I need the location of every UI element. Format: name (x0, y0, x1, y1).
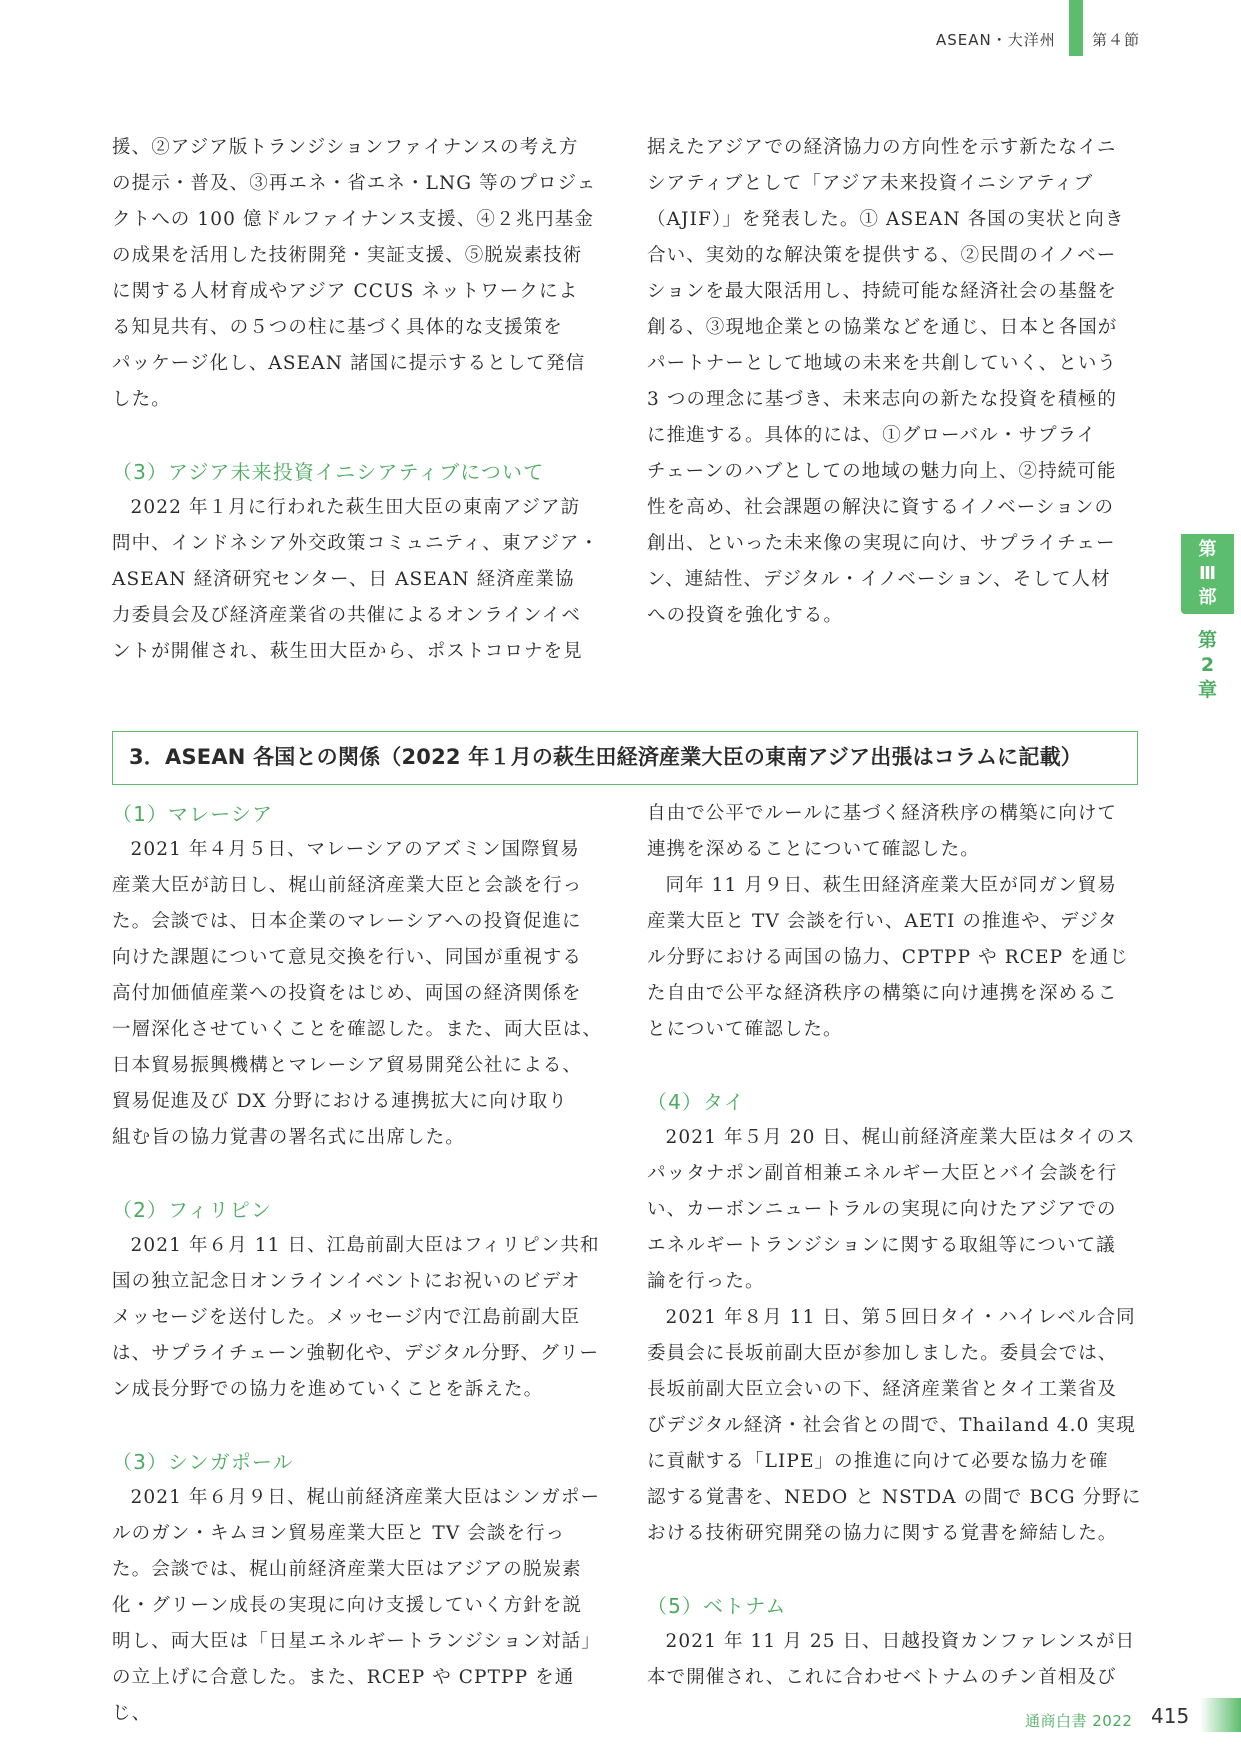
text-line: 問中、インドネシア外交政策コミュニティ、東アジア・ (112, 533, 600, 554)
text-line: 明し、両大臣は「日星エネルギートランジション対話」 (112, 1631, 601, 1652)
text-line: 連携を深めることについて確認した。 (647, 839, 980, 860)
text-line: ン、連結性、デジタル・イノベーション、そして人材 (647, 569, 1111, 590)
text-line: 据えたアジアでの経済協力の方向性を示す新たなイニ (647, 137, 1117, 158)
text-line: の提示・普及、③再エネ・省エネ・LNG 等のプロジェ (112, 173, 597, 194)
text-line: 合い、実効的な解決策を提供する、②民間のイノベー (647, 245, 1117, 266)
running-header-chapter: 第４節 (1092, 31, 1141, 49)
text-line: シアティブとして「アジア未来投資イニシアティブ (647, 173, 1094, 194)
text-line: 創出、といった未来像の実現に向け、サプライチェー (647, 533, 1116, 554)
text-line: 長坂前副大臣立会いの下、経済産業省とタイ工業省及 (647, 1379, 1118, 1400)
text-line: 論を行った。 (647, 1271, 765, 1292)
top-right-column (647, 130, 1147, 634)
text-line: ションを最大限活用し、持続可能な経済社会の基盤を (647, 281, 1118, 302)
text-line: は、サプライチェーン強靭化や、デジタル分野、グリー (112, 1343, 600, 1364)
chapter-tab: 第 2 章 (1197, 629, 1217, 701)
text-line: の立上げに合意した。また、RCEP や CPTPP を通じ、 (112, 1667, 575, 1724)
text-line: 3 つの理念に基づき、未来志向の新たな投資を積極的 (647, 389, 1117, 410)
text-line: 2021 年５月 20 日、梶山前経済産業大臣はタイのス (665, 1127, 1136, 1148)
subsection-heading-malaysia: （1）マレーシア (112, 802, 274, 826)
text-line: 認する覚書を、NEDO と NSTDA の間で BCG 分野に (647, 1487, 1142, 1508)
top-left-column (112, 130, 612, 670)
text-line: 同年 11 月９日、萩生田経済産業大臣が同ガン貿易 (665, 875, 1117, 896)
text-line: 2021 年４月５日、マレーシアのアズミン国際貿易 (130, 839, 580, 860)
text-line: クトへの 100 億ドルファイナンス支援、④２兆円基金 (112, 209, 594, 230)
text-line: 性を高め、社会課題の解決に資するイノベーションの (647, 497, 1115, 518)
subsection-heading-vietnam: （5）ベトナム (647, 1594, 787, 1618)
text-line: 2021 年６月 11 日、江島前副大臣はフィリピン共和 (130, 1235, 600, 1256)
bottom-left-column (112, 796, 612, 1732)
text-line: 産業大臣と TV 会談を行い、AETI の推進や、デジタ (647, 911, 1118, 932)
text-line: 一層深化させていくことを確認した。また、両大臣は、 (112, 1019, 603, 1040)
text-line: おける技術研究開発の協力に関する覚書を締結した。 (647, 1523, 1118, 1544)
footer-accent-bar (1200, 1698, 1241, 1732)
text-line: した。 (112, 389, 171, 410)
text-line: 援、②アジア版トランジションファイナンスの考え方 (112, 137, 579, 158)
text-line: びデジタル経済・社会省との間で、Thailand 4.0 実現 (647, 1415, 1136, 1436)
text-line: に推進する。具体的には、①グローバル・サプライ (647, 425, 1097, 446)
text-line: 委員会に長坂前副大臣が参加しました。委員会では、 (647, 1343, 1118, 1364)
text-line: 2021 年 11 月 25 日、日越投資カンファレンスが日 (665, 1631, 1136, 1652)
text-line: 自由で公平でルールに基づく経済秩序の構築に向けて (647, 803, 1118, 824)
text-line: チェーンのハブとしての地域の魅力向上、②持続可能 (647, 461, 1117, 482)
text-line: への投資を強化する。 (647, 605, 844, 626)
text-line: ン成長分野での協力を進めていくことを訴えた。 (112, 1379, 544, 1400)
subsection-heading-ajif: （3）アジア未来投資イニシアティブについて (112, 460, 545, 484)
text-line: パッケージ化し、ASEAN 諸国に提示するとして発信 (112, 353, 586, 374)
text-line: ルのガン・キムヨン貿易産業大臣と TV 会談を行っ (112, 1523, 566, 1544)
header-accent-bar (1069, 0, 1083, 56)
text-line: 日本貿易振興機構とマレーシア貿易開発公社による、 (112, 1055, 583, 1076)
text-line: エネルギートランジションに関する取組等について議 (647, 1235, 1116, 1256)
text-line: 産業大臣が訪日し、梶山前経済産業大臣と会談を行っ (112, 875, 583, 896)
text-line: 向けた課題について意見交換を行い、同国が重視する (112, 947, 583, 968)
text-line: 組む旨の協力覚書の署名式に出席した。 (112, 1127, 465, 1148)
text-line: の成果を活用した技術開発・実証支援、⑤脱炭素技術 (112, 245, 583, 266)
section-heading: 3．ASEAN 各国との関係（2022 年１月の萩生田経済産業大臣の東南アジア出張はコラムに記載） (112, 731, 1138, 785)
text-line: た。会談では、日本企業のマレーシアへの投資促進に (112, 911, 582, 932)
text-line: に貢献する「LIPE」の推進に向けて必要な協力を確 (647, 1451, 1109, 1472)
text-line: メッセージを送付した。メッセージ内で江島前副大臣 (112, 1307, 581, 1328)
text-line: に関する人材育成やアジア CCUS ネットワークによ (112, 281, 579, 302)
part-tab: 第 Ⅲ 部 (1181, 534, 1234, 614)
text-line: とについて確認した。 (647, 1019, 843, 1040)
text-line: パートナーとして地域の未来を共創していく、という (647, 353, 1118, 374)
bottom-right-column (647, 796, 1147, 1696)
text-line: ントが開催され、萩生田大臣から、ポストコロナを見 (112, 641, 583, 662)
text-line: た。会談では、梶山前経済産業大臣はアジアの脱炭素 (112, 1559, 582, 1580)
text-line: ASEAN 経済研究センター、日 ASEAN 経済産業協 (112, 569, 575, 590)
text-line: 2021 年６月９日、梶山前経済産業大臣はシンガポー (130, 1487, 601, 1508)
text-line: た自由で公平な経済秩序の構築に向け連携を深めるこ (647, 983, 1118, 1004)
page-number: 415 (1151, 1704, 1190, 1728)
text-line: 創る、③現地企業との協業などを通じ、日本と各国が (647, 317, 1118, 338)
publication-name: 通商白書 2022 (1025, 1712, 1133, 1730)
subsection-heading-singapore: （3）シンガポール (112, 1450, 294, 1474)
text-line: ル分野における両国の協力、CPTPP や RCEP を通じ (647, 947, 1129, 968)
text-line: 高付加価値産業への投資をはじめ、両国の経済関係を (112, 983, 582, 1004)
text-line: 貿易促進及び DX 分野における連携拡大に向け取り (112, 1091, 568, 1112)
running-header-section: ASEAN・大洋州 (936, 31, 1056, 49)
text-line: 本で開催され、これに合わせベトナムのチン首相及び (647, 1667, 1117, 1688)
text-line: る知見共有、の５つの柱に基づく具体的な支援策を (112, 317, 563, 338)
text-line: 力委員会及び経済産業省の共催によるオンラインイベ (112, 605, 581, 626)
text-line: パッタナポン副首相兼エネルギー大臣とバイ会談を行 (647, 1163, 1118, 1184)
text-line: 国の独立記念日オンラインイベントにお祝いのビデオ (112, 1271, 581, 1292)
text-line: 化・グリーン成長の実現に向け支援していく方針を説 (112, 1595, 583, 1616)
text-line: 2022 年１月に行われた萩生田大臣の東南アジア訪 (130, 497, 581, 518)
text-line: い、カーボンニュートラルの実現に向けたアジアでの (647, 1199, 1117, 1220)
subsection-heading-thailand: （4）タイ (647, 1090, 745, 1114)
subsection-heading-philippines: （2）フィリピン (112, 1198, 272, 1222)
text-line: （AJIF）」を発表した。① ASEAN 各国の実状と向き (647, 209, 1125, 230)
text-line: 2021 年８月 11 日、第５回日タイ・ハイレベル合同 (665, 1307, 1136, 1328)
